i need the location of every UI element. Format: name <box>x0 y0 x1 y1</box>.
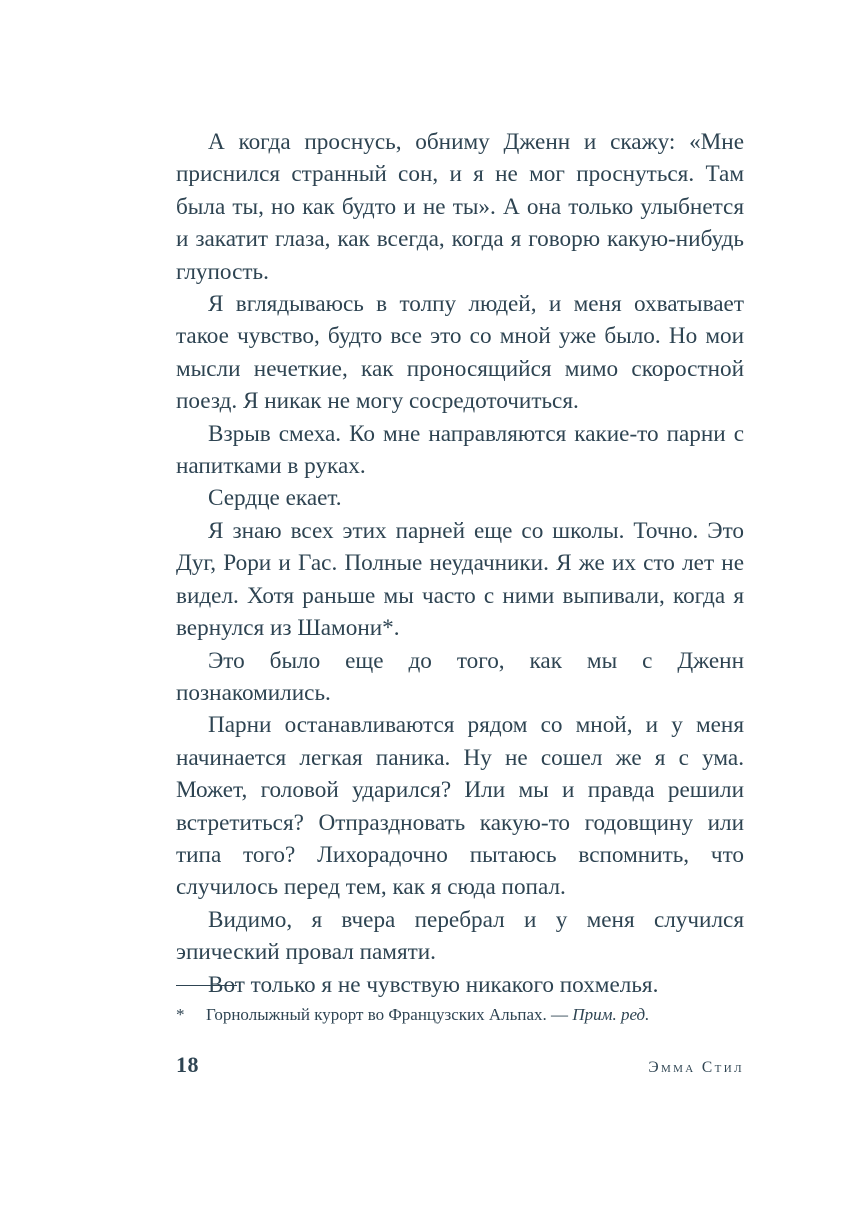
paragraph-6: Это было еще до того, как мы с Дженн познакомились. <box>176 647 744 706</box>
running-author: Эмма Стил <box>648 1059 744 1076</box>
page-footer <box>176 1052 744 1078</box>
footnote-divider <box>176 985 237 986</box>
paragraph-1: А когда проснусь, обниму Дженн и скажу: «Мне приснился странный сон, и я не мог проснуться. Там была ты, но как будто и не ты». А она только улыбнется и закатит глаза, как всегда, когда я говорю какую-нибудь глупость. <box>176 129 744 285</box>
footnote-body <box>206 1003 744 1027</box>
page-body <box>176 126 744 1001</box>
paragraph-3: Взрыв смеха. Ко мне направляются какие-то парни с напитками в руках. <box>176 420 744 480</box>
paragraph-5: Я знаю всех этих парней еще со школы. Точно. Это Дуг, Рори и Гас. Полные неудачники. Я же их сто лет не видел. Хотя раньше мы часто с ними выпивали, когда я вернулся из Шамони*. <box>176 517 744 642</box>
footnote-editor-note: Прим. ред. <box>572 1005 650 1024</box>
footnote-text: Горнолыжный курорт во Французских Альпах. — <box>206 1005 569 1024</box>
paragraph-4: Сердце екает. <box>208 485 342 512</box>
footnote <box>176 1003 744 1027</box>
paragraph-8: Видимо, я вчера перебрал и у меня случился эпический провал памяти. <box>176 906 744 966</box>
page-number: 18 <box>176 1052 199 1077</box>
paragraph-2: Я вглядываюсь в толпу людей, и меня охватывает такое чувство, будто все это со мной уже было. Но мои мысли нечеткие, как проносящийся мимо скоростной поезд. Я никак не могу сосредоточиться. <box>176 291 744 415</box>
paragraph-7: Парни останавливаются рядом со мной, и у меня начинается легкая паника. Ну не сошел же я с ума. Может, головой ударился? Или мы и правда решили встретиться? Отпраздновать какую-то годовщину или типа того? Лихорадочно пытаюсь вспомнить, что случилось перед тем, как я сюда попал. <box>176 712 744 901</box>
paragraph-9: Вот только я не чувствую никакого похмелья. <box>208 971 659 998</box>
footnote-mark: * <box>176 1005 185 1024</box>
